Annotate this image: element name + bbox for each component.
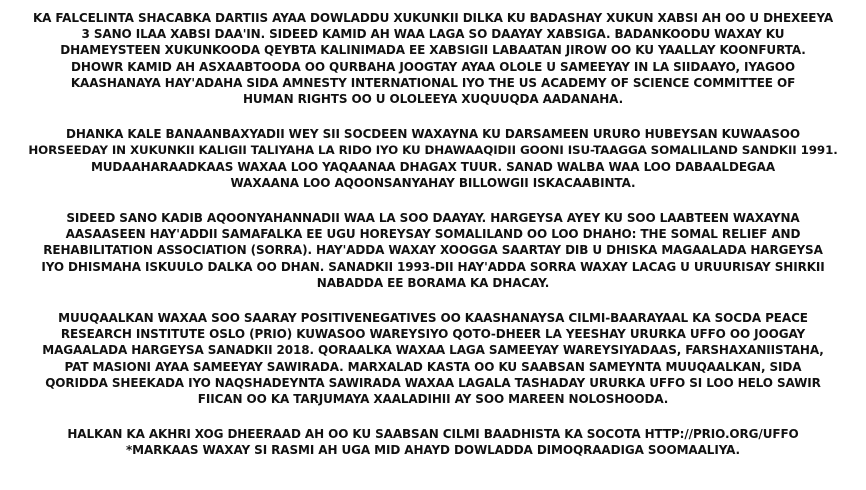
- paragraph-more-info: [28, 426, 838, 458]
- text-line: DHAMEYSTEEN XUKUNKOODA QEYBTA KALINIMADA EE XABSIGII LABAATAN JIROW OO KU YAALLAY KOONFURTA.: [60, 43, 806, 58]
- paragraph-release-sorra: [28, 210, 838, 291]
- text-line: FIICAN OO KA TARJUMAYA XAALADIHII AY SOO MAREEN NOLOSHOODA.: [197, 392, 669, 407]
- text-line: DHOWR KAMID AH ASXAABTOODA OO QURBAHA JOOGTAY AYAA OLOLE U SAMEEYAY IN LA SIIDAAYO, IYAGOO: [71, 59, 795, 74]
- text-line: KAASHANAYA HAY'ADAHA SIDA AMNESTY INTERNATIONAL IYO THE US ACADEMY OF SCIENCE COMMITTEE OF: [70, 75, 796, 90]
- text-line: MUDAAHARAADKAAS WAXAA LOO YAQAANAA DHAGAX TUUR. SANAD WALBA WAA LOO DABAALDEGAA: [90, 159, 776, 174]
- text-line: MAGAALADA HARGEYSA SANADKII 2018. QORAALKA WAXAA LAGA SAMEEYAY WAREYSIYADAAS, FARSHAXANIISTAHA,: [42, 343, 824, 358]
- text-line-research-link: HALKAN KA AKHRI XOG DHEERAAD AH OO KU SAABSAN CILMI BAADHISTA KA SOCOTA HTTP://PRIO.ORG/UFFO: [67, 427, 799, 442]
- text-line: NABADDA EE BORAMA KA DHACAY.: [316, 275, 550, 290]
- text-line: MUUQAALKAN WAXAA SOO SAARAY POSITIVENEGATIVES OO KAASHANAYSA CILMI-BAARAYAAL KA SOCDA PEACE: [58, 311, 808, 326]
- text-line: RESEARCH INSTITUTE OSLO (PRIO) KUWASOO WAREYSIYO QOTO-DHEER LA YEESHAY URURKA UFFO OO JOOGAY: [60, 327, 806, 342]
- footnote: *MARKAAS WAXAY SI RASMI AH UGA MID AHAYD DOWLADDA DIMOQRAADIGA SOOMAALIYA.: [125, 443, 741, 458]
- text-line: HORSEEDAY IN XUKUNKII KALIGII TALIYAHA LA RIDO IYO KU DHAWAAQIDII GOONI ISU-TAAGGA SOMALILAND SANDKII 1991.: [28, 143, 838, 158]
- text-line: QORIDDA SHEEKADA IYO NAQSHADEYNTA SAWIRADA WAXAA LAGALA TASHADAY URURKA UFFO SI LOO HELO SAWIR: [45, 375, 821, 390]
- paragraph-credits: [28, 310, 838, 407]
- text-line: AASAASEEN HAY'ADDII SAMAFALKA EE UGU HOREYSAY SOMALILAND OO LOO DHAHO: THE SOMAL RELIEF AND: [65, 227, 801, 242]
- paragraph-sentence-reduced: [28, 10, 838, 107]
- text-line: REHABILITATION ASSOCIATION (SORRA). HAY'ADDA WAXAY XOOGGA SAARTAY DIB U DHISKA MAGAALADA HARGEYSA: [43, 243, 823, 258]
- text-line: WAXAANA LOO AQOONSANYAHAY BILLOWGII ISKACAABINTA.: [230, 175, 636, 190]
- text-line: HUMAN RIGHTS OO U OLOLEEYA XUQUUQDA AADANAHA.: [242, 92, 624, 107]
- paragraph-protests: [28, 126, 838, 191]
- text-line: PAT MASIONI AYAA SAMEEYAY SAWIRADA. MARXALAD KASTA OO KU SAABSAN SAMEYNTA MUUQAALKAN, SIDA: [64, 359, 802, 374]
- text-line: IYO DHISMAHA ISKUULO DALKA OO DHAN. SANADKII 1993-DII HAY'ADDA SORRA WAXAY LACAG U URUURISAY SHIRKII: [41, 259, 825, 274]
- text-line: SIDEED SANO KADIB AQOONYAHANNADII WAA LA SOO DAAYAY. HARGEYSA AYEY KU SOO LAABTEEN WAXAYNA: [66, 211, 800, 226]
- text-line: 3 SANO ILAA XABSI DAA'IN. SIDEED KAMID AH WAA LAGA SO DAAYAY XABSIGA. BADANKOODU WAXAY KU: [81, 27, 785, 42]
- text-line: KA FALCELINTA SHACABKA DARTIIS AYAA DOWLADDU XUKUNKII DILKA KU BADASHAY XUKUN XABSI AH OO U DHEXEEYA: [32, 11, 834, 25]
- text-line: DHANKA KALE BANAANBAXYADII WEY SII SOCDEEN WAXAYNA KU DARSAMEEN URURO HUBEYSAN KUWAASOO: [66, 127, 800, 142]
